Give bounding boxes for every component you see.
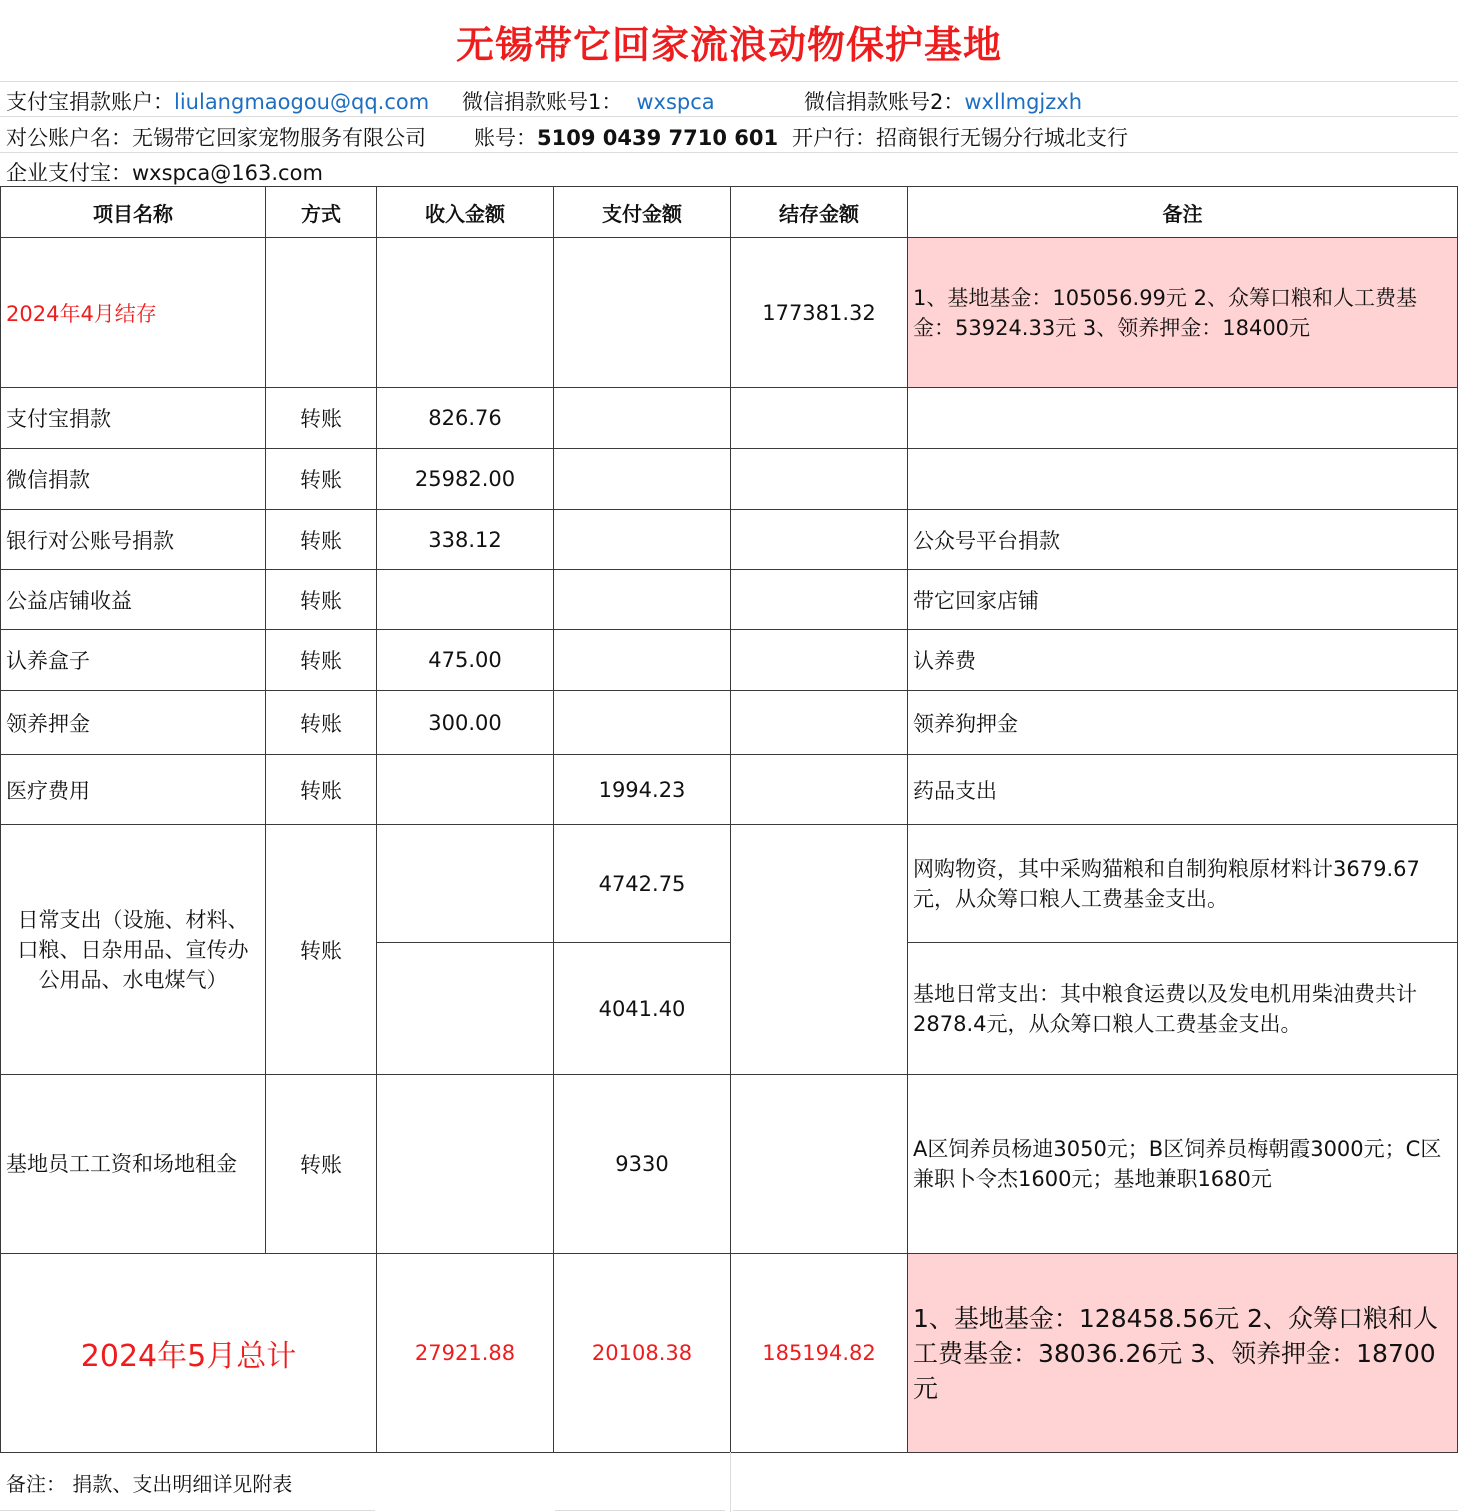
row-note: 网购物资，其中采购猫粮和自制狗粮原材料计3679.67元，从众筹口粮人工费基金支出。 xyxy=(908,825,1458,943)
row-income: 475.00 xyxy=(377,630,554,691)
header-expense: 支付金额 xyxy=(554,187,731,238)
table-row xyxy=(1,630,1458,691)
row-income: 25982.00 xyxy=(377,449,554,510)
row-expense xyxy=(554,570,731,630)
row-method: 转账 xyxy=(266,691,377,755)
row-method: 转账 xyxy=(266,630,377,691)
total-expense: 20108.38 xyxy=(554,1254,731,1453)
row-expense xyxy=(554,510,731,570)
row-method: 转账 xyxy=(266,825,377,1075)
row-expense: 4742.75 xyxy=(554,825,731,943)
row-income xyxy=(377,1075,554,1254)
row-income xyxy=(377,825,554,943)
row-method: 转账 xyxy=(266,570,377,630)
row-method xyxy=(266,238,377,388)
row-income xyxy=(377,943,554,1075)
row-note: 药品支出 xyxy=(908,755,1458,825)
row-expense: 4041.40 xyxy=(554,943,731,1075)
row-expense xyxy=(554,388,731,449)
divider xyxy=(0,152,1458,153)
wechat2-link[interactable]: wxllmgjzxh xyxy=(964,90,1083,114)
wechat1-label: 微信捐款账号1： xyxy=(462,90,623,114)
row-income xyxy=(377,755,554,825)
corp-alipay: 企业支付宝：wxspca@163.com xyxy=(6,161,323,185)
row-income xyxy=(377,570,554,630)
row-name: 认养盒子 xyxy=(1,630,266,691)
row-balance xyxy=(731,691,908,755)
divider xyxy=(0,81,1458,82)
alipay-account xyxy=(6,86,429,116)
divider xyxy=(0,1510,375,1511)
row-balance xyxy=(731,755,908,825)
row-name: 领养押金 xyxy=(1,691,266,755)
table-row xyxy=(1,449,1458,510)
ledger-table xyxy=(0,186,1458,1453)
row-note: 带它回家店铺 xyxy=(908,570,1458,630)
table-row xyxy=(1,570,1458,630)
header-balance: 结存金额 xyxy=(731,187,908,238)
account-number-value: 5109 0439 7710 601 xyxy=(537,126,779,150)
header-method: 方式 xyxy=(266,187,377,238)
header-item: 项目名称 xyxy=(1,187,266,238)
alipay-label: 支付宝捐款账户： xyxy=(6,90,174,114)
row-balance xyxy=(731,388,908,449)
footnote: 备注： 捐款、支出明细详见附表 xyxy=(6,1472,293,1496)
row-expense: 1994.23 xyxy=(554,755,731,825)
row-name: 公益店铺收益 xyxy=(1,570,266,630)
row-income: 826.76 xyxy=(377,388,554,449)
total-income: 27921.88 xyxy=(377,1254,554,1453)
page-title: 无锡带它回家流浪动物保护基地 xyxy=(455,22,1002,67)
row-balance xyxy=(731,570,908,630)
divider xyxy=(0,116,1458,117)
table-row xyxy=(1,691,1458,755)
row-method: 转账 xyxy=(266,510,377,570)
table-row xyxy=(1,510,1458,570)
row-name: 支付宝捐款 xyxy=(1,388,266,449)
row-balance xyxy=(731,510,908,570)
row-income: 338.12 xyxy=(377,510,554,570)
row-expense xyxy=(554,238,731,388)
wechat1-link[interactable]: wxspca xyxy=(636,90,715,114)
wechat2-label: 微信捐款账号2： xyxy=(804,90,965,114)
row-note: A区饲养员杨迪3050元；B区饲养员梅朝霞3000元；C区兼职卜令杰1600元；基地兼职1680元 xyxy=(908,1075,1458,1254)
table-row xyxy=(1,238,1458,388)
table-row xyxy=(1,755,1458,825)
row-note: 1、基地基金：105056.99元 2、众筹口粮和人工费基金：53924.33元 3、领养押金：18400元 xyxy=(908,238,1458,388)
header-income: 收入金额 xyxy=(377,187,554,238)
row-balance: 177381.32 xyxy=(731,238,908,388)
row-income xyxy=(377,238,554,388)
divider xyxy=(730,1452,731,1512)
total-name: 2024年5月总计 xyxy=(1,1254,377,1453)
total-row xyxy=(1,1254,1458,1453)
row-expense xyxy=(554,630,731,691)
row-name: 医疗费用 xyxy=(1,755,266,825)
table-row xyxy=(1,388,1458,449)
row-balance xyxy=(731,1075,908,1254)
row-method: 转账 xyxy=(266,755,377,825)
corp-account-name: 对公账户名：无锡带它回家宠物服务有限公司 xyxy=(6,126,426,150)
row-name: 微信捐款 xyxy=(1,449,266,510)
total-balance: 185194.82 xyxy=(731,1254,908,1453)
table-header xyxy=(1,187,1458,238)
wechat-account-1 xyxy=(462,86,715,116)
row-method: 转账 xyxy=(266,388,377,449)
row-note: 基地日常支出：其中粮食运费以及发电机用柴油费共计2878.4元，从众筹口粮人工费基金支出。 xyxy=(908,943,1458,1075)
row-name: 日常支出（设施、材料、口粮、日杂用品、宣传办公用品、水电煤气） xyxy=(1,825,266,1075)
row-expense xyxy=(554,691,731,755)
bank-name: 开户行：招商银行无锡分行城北支行 xyxy=(792,126,1128,150)
row-income: 300.00 xyxy=(377,691,554,755)
row-name: 基地员工工资和场地租金 xyxy=(1,1075,266,1254)
row-expense: 9330 xyxy=(554,1075,731,1254)
divider xyxy=(555,1510,725,1511)
table-row xyxy=(1,1075,1458,1254)
row-method: 转账 xyxy=(266,1075,377,1254)
row-method: 转账 xyxy=(266,449,377,510)
table-row xyxy=(1,825,1458,943)
row-balance xyxy=(731,449,908,510)
row-note xyxy=(908,449,1458,510)
divider xyxy=(733,1510,1458,1511)
row-name: 2024年4月结存 xyxy=(1,238,266,388)
row-expense xyxy=(554,449,731,510)
row-note: 公众号平台捐款 xyxy=(908,510,1458,570)
account-number xyxy=(474,122,778,152)
wechat-account-2 xyxy=(804,86,1082,116)
row-name: 银行对公账号捐款 xyxy=(1,510,266,570)
header-note: 备注 xyxy=(908,187,1458,238)
row-balance xyxy=(731,825,908,1075)
row-note: 认养费 xyxy=(908,630,1458,691)
row-note xyxy=(908,388,1458,449)
alipay-link[interactable]: liulangmaogou@qq.com xyxy=(174,90,430,114)
total-note: 1、基地基金：128458.56元 2、众筹口粮和人工费基金：38036.26元 3、领养押金：18700元 xyxy=(908,1254,1458,1453)
row-balance xyxy=(731,630,908,691)
row-note: 领养狗押金 xyxy=(908,691,1458,755)
account-number-label: 账号： xyxy=(474,126,537,150)
